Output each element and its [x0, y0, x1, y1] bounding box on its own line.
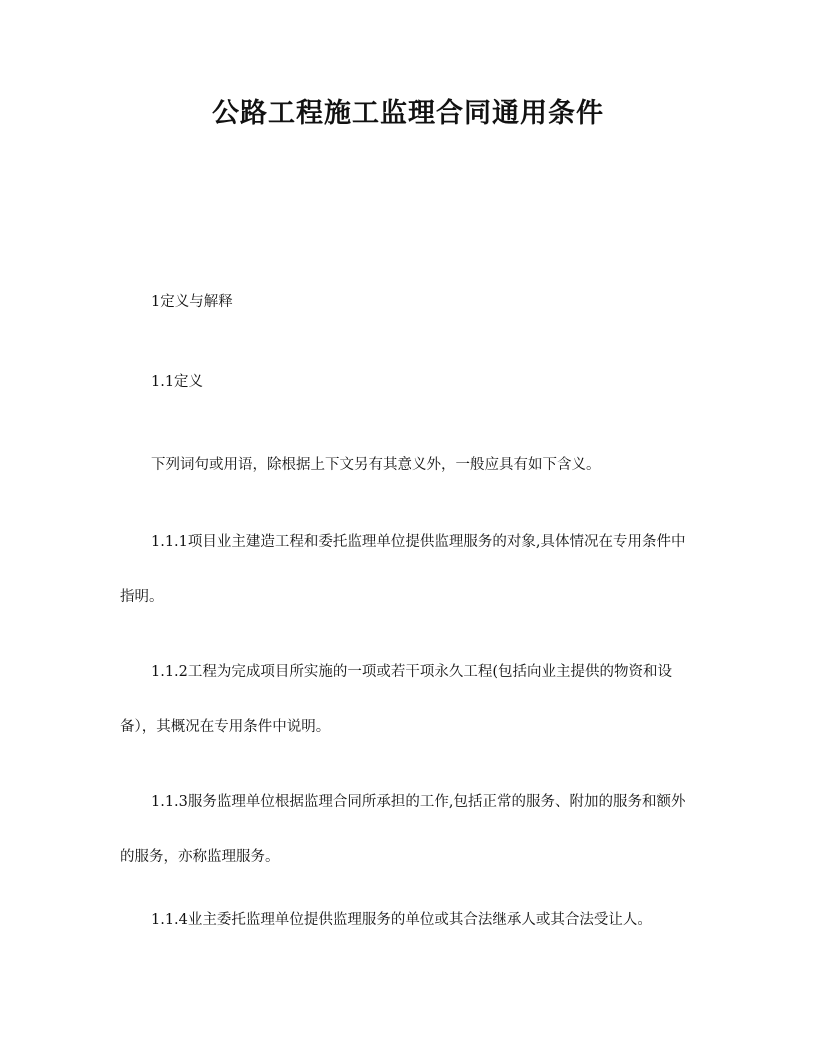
paragraph-text: 1.1定义 [151, 374, 204, 390]
paragraph-intro [120, 438, 696, 493]
document-title: 公路工程施工监理合同通用条件 [212, 98, 604, 129]
paragraph-text: 1.1.4业主委托监理单位提供监理服务的单位或其合法继承人或其合法受让人。 [151, 912, 652, 928]
paragraph-text: 1.1.3服务监理单位根据监理合同所承担的工作,包括正常的服务、附加的服务和额外的服务，亦称监理服务。 [120, 794, 686, 865]
paragraph-text: 1.1.1项目业主建造工程和委托监理单位提供监理服务的对象,具体情况在专用条件中指明。 [120, 534, 686, 605]
section-heading-definitions-and-interpretation [120, 275, 696, 330]
paragraph-text: 1.1.2工程为完成项目所实施的一项或若干项永久工程(包括向业主提供的物资和设备），其概况在专用条件中说明。 [120, 664, 673, 735]
clause-1-1-1 [120, 515, 696, 625]
clause-1-1-4 [120, 893, 696, 948]
paragraph-text: 下列词句或用语，除根据上下文另有其意义外，一般应具有如下含义。 [151, 457, 601, 473]
subsection-heading-definitions [120, 355, 696, 410]
clause-1-1-3 [120, 775, 696, 885]
paragraph-text: 1定义与解释 [151, 294, 233, 310]
clause-1-1-2 [120, 645, 696, 755]
